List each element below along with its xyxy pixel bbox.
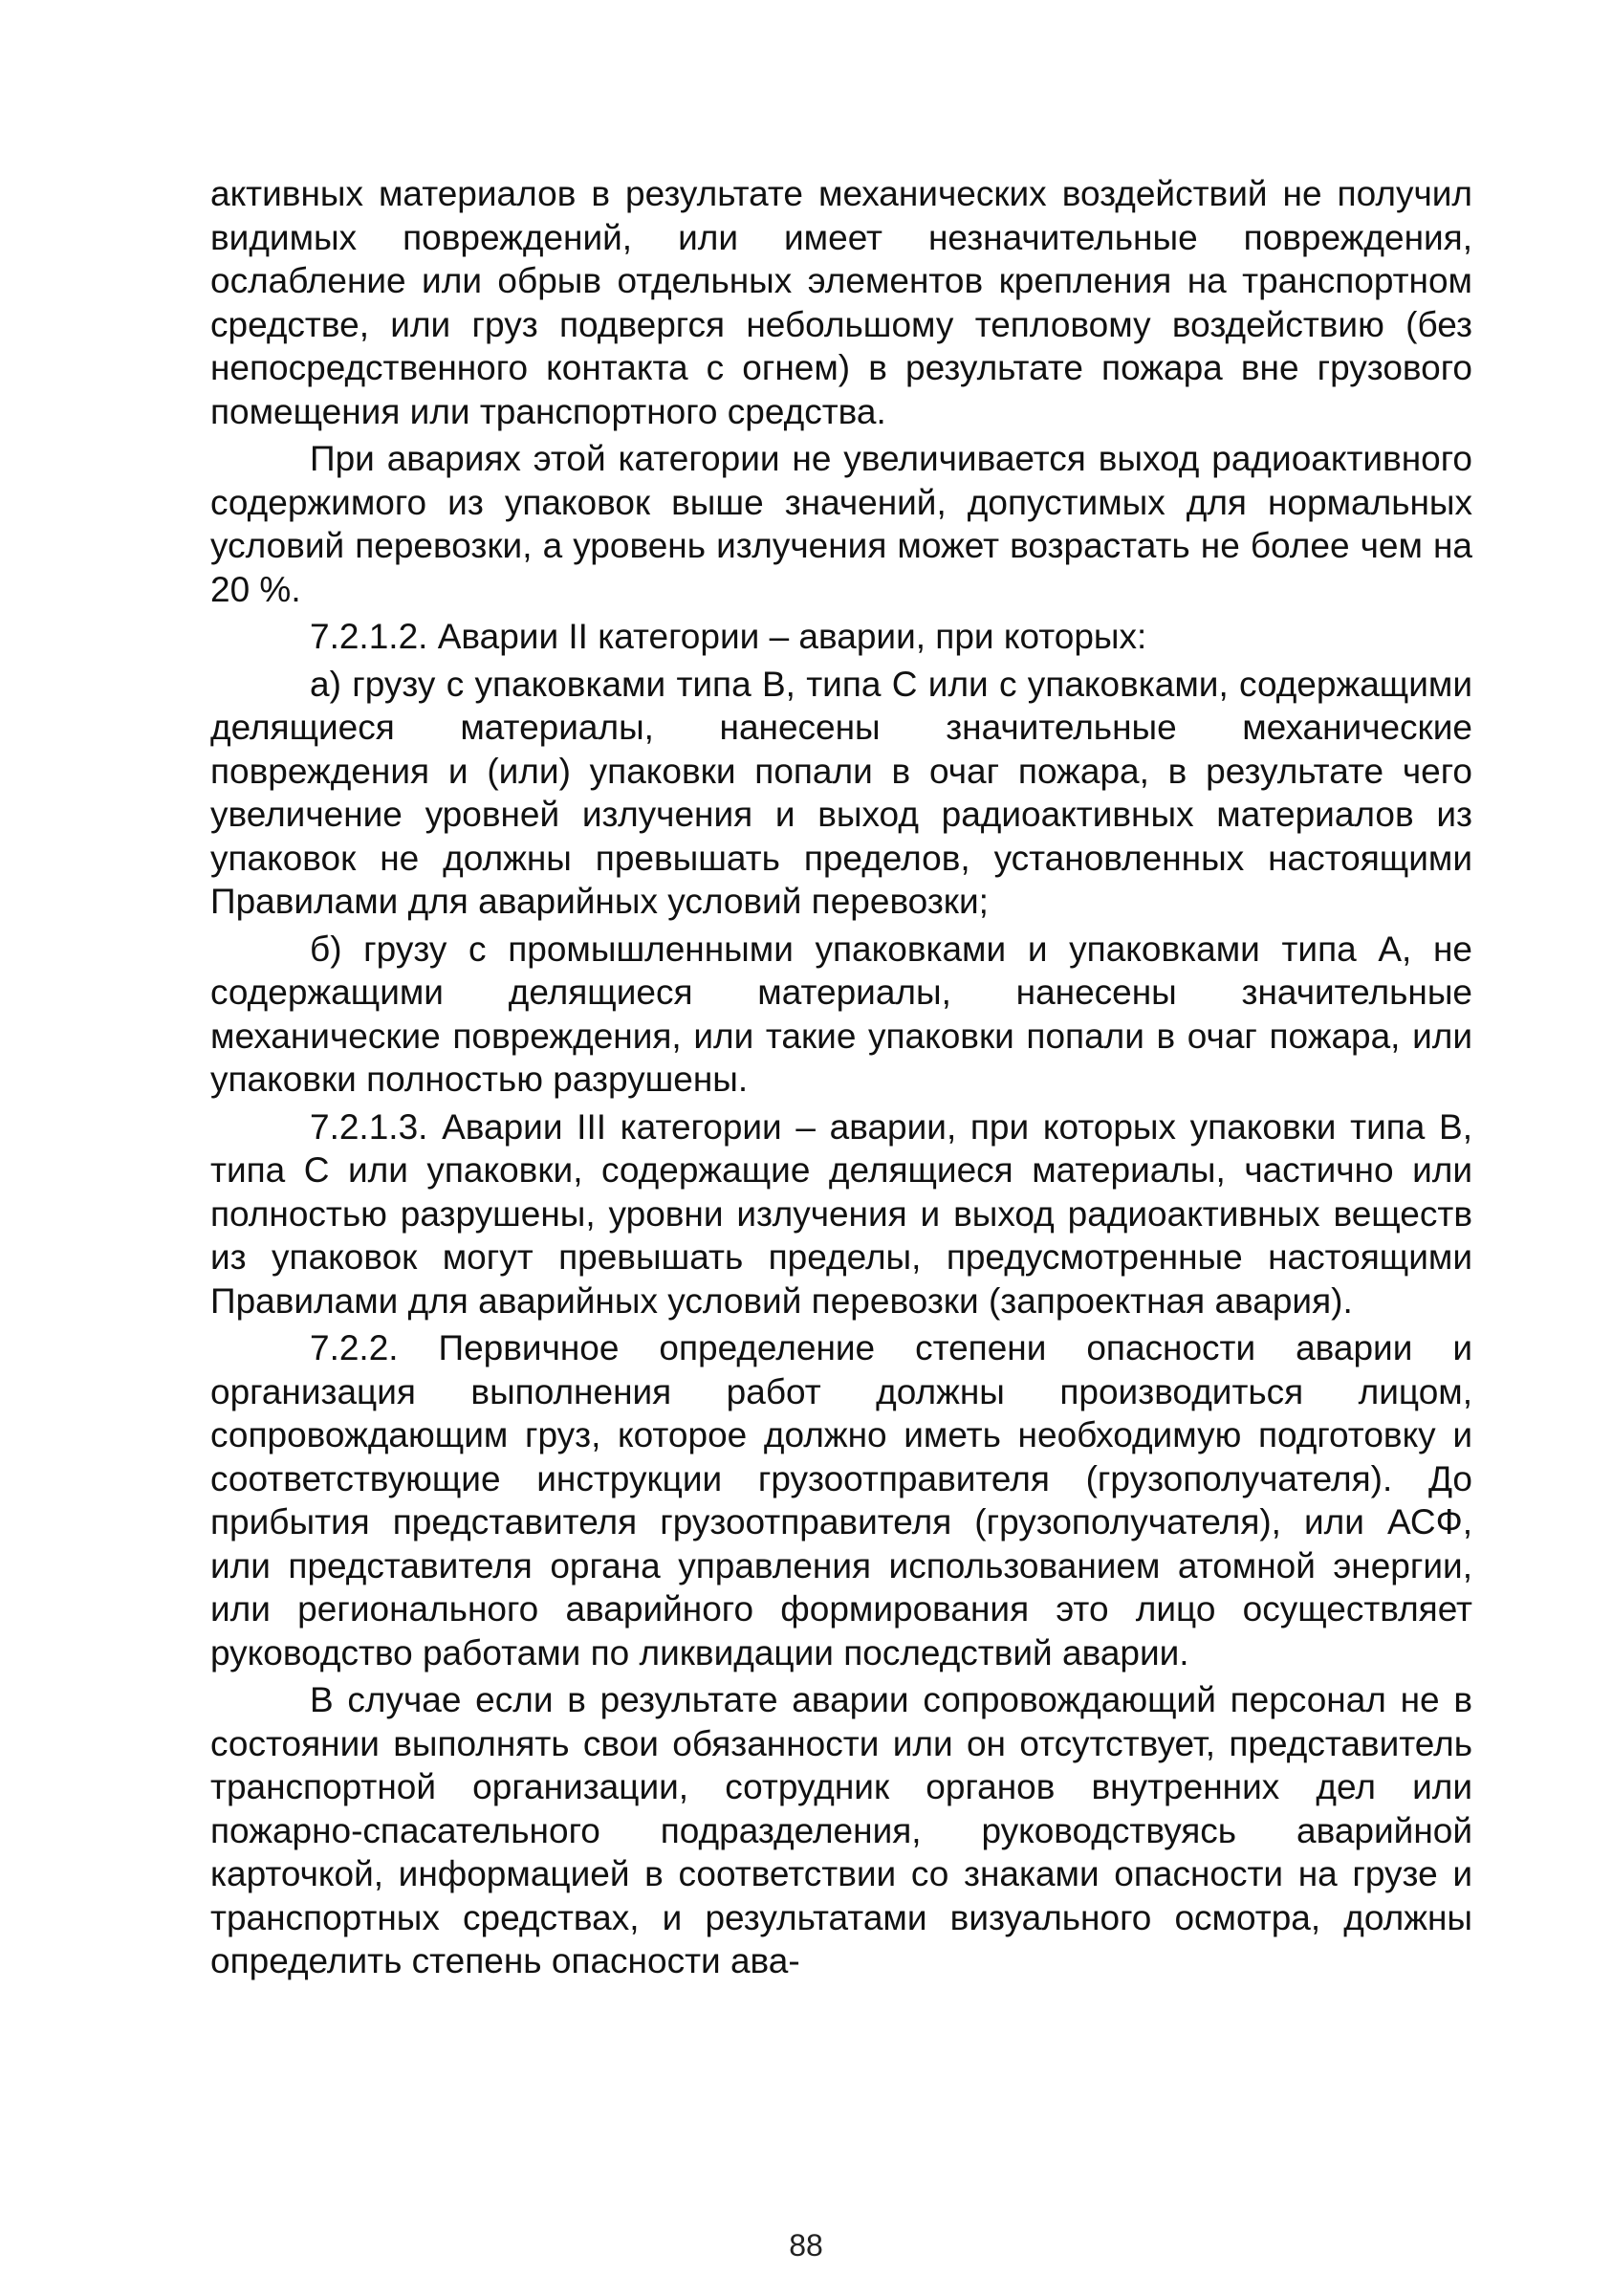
- paragraph-category-effects: При авариях этой категории не увеличивается выход радиоактивного содержимого из упаковок выше значений, допустимых для нормальных условий перевозки, а уровень излучения может возрастать не более чем на 20 %.: [210, 439, 1472, 609]
- page-number: 88: [789, 2228, 823, 2263]
- paragraph-7-2-1-2: 7.2.1.2. Аварии II категории – аварии, при которых:: [310, 617, 1147, 656]
- paragraph-accompanying-staff: В случае если в результате аварии сопровождающий персонал не в состоянии выполнять свои обязанности или он отсутствует, представитель транспортной организации, сотрудник органов внутренних дел или пожарно-спасательного подразделения, руководствуясь аварийной карточкой, информацией в соответствии со знаками опасности на грузе и транспортных средствах, и результатами визуального осмотра, должны определить степень опасности ава-: [210, 1680, 1472, 1980]
- body-text: [210, 172, 1472, 1983]
- paragraph-item-a: а) грузу с упаковками типа В, типа С или с упаковками, содержащими делящиеся материалы, нанесены значительные механические повреждения и (или) упаковки попали в очаг пожара, в результате чего увеличение уровней излучения и выход радиоактивных материалов из упаковок не должны превышать пределов, установленных настоящими Правилами для аварийных условий перевозки;: [210, 664, 1472, 921]
- paragraph-7-2-1-3: 7.2.1.3. Аварии III категории – аварии, при которых упаковки типа В, типа С или упаковки, содержащие делящиеся материалы, частично или полностью разрушены, уровни излучения и выход радиоактивных веществ из упаковок могут превышать пределы, предусмотренные настоящими Правилами для аварийных условий перевозки (запроектная авария).: [210, 1106, 1472, 1321]
- paragraph-item-b: б) грузу с промышленными упаковками и упаковками типа А, не содержащими делящиеся материалы, нанесены значительные механические повреждения, или такие упаковки попали в очаг пожара, или упаковки полностью разрушены.: [210, 929, 1472, 1099]
- paragraph-7-2-2: 7.2.2. Первичное определение степени опасности аварии и организация выполнения работ должны производиться лицом, сопровождающим груз, которое должно иметь необходимую подготовку и соответствующие инструкции грузоотправителя (грузополучателя). До прибытия представителя грузоотправителя (грузополучателя), или АСФ, или представителя органа управления использованием атомной энергии, или регионального аварийного формирования это лицо осуществляет руководство работами по ликвидации последствий аварии.: [210, 1328, 1472, 1673]
- paragraph-continuation: активных материалов в результате механических воздействий не получил видимых повреждений, или имеет незначительные повреждения, ослабление или обрыв отдельных элементов крепления на транспортном средстве, или груз подвергся небольшому тепловому воздействию (без непосредственного контакта с огнем) в результате пожара вне грузового помещения или транспортного средства.: [210, 174, 1472, 431]
